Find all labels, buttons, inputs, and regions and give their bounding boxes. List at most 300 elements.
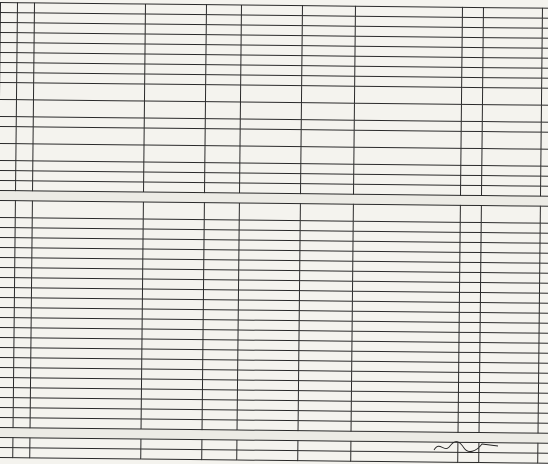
cell-unit (459, 292, 480, 302)
cell-addr (142, 319, 203, 330)
cell-mun (202, 440, 237, 450)
cell-addr (144, 162, 205, 173)
cell-amt (480, 343, 539, 354)
cell-unit (460, 222, 481, 232)
cell-rep (241, 35, 302, 46)
program-table-body (0, 3, 548, 464)
cell-sub (17, 73, 34, 83)
cell-sn (0, 327, 14, 337)
cell-ph (299, 341, 352, 352)
cell-addr (142, 329, 203, 340)
cell-ph (302, 66, 355, 77)
cell-addr (142, 359, 203, 370)
cell-rep (238, 300, 299, 311)
cell-rep (237, 380, 298, 391)
cell-mun (205, 129, 240, 146)
cell-amt (480, 373, 539, 384)
cell-addr (143, 229, 204, 240)
cell-sub (15, 218, 32, 228)
cell-amt (483, 38, 542, 49)
cell-ph (299, 371, 352, 382)
cell-unit (462, 47, 483, 57)
cell-mun (204, 203, 239, 220)
cell-sub (15, 228, 32, 238)
cell-sub (13, 388, 30, 398)
cell-mun (203, 310, 238, 320)
cell-addr (143, 249, 204, 260)
cell-unit (460, 262, 481, 272)
cell-ph (298, 401, 351, 412)
cell-rep (237, 390, 298, 401)
cell-rep (239, 203, 300, 221)
cell-ph (300, 231, 353, 242)
cell-rep (238, 360, 299, 371)
cell-addr (145, 74, 206, 85)
cell-unit (458, 382, 479, 392)
cell-sub (15, 268, 32, 278)
cell-unit (460, 242, 481, 252)
cell-sub (17, 13, 34, 23)
cell-rep (241, 75, 302, 86)
cell-sn (0, 217, 15, 227)
cell-amt (483, 8, 542, 19)
cell-rep (238, 350, 299, 361)
cell-addr (145, 44, 206, 55)
cell-mun (204, 220, 239, 230)
cell-unit (459, 362, 480, 372)
cell-sub (17, 23, 34, 33)
cell-amt (482, 122, 541, 133)
cell-sub (14, 358, 31, 368)
cell-x (542, 78, 548, 88)
cell-addr (142, 299, 203, 310)
cell-mun (202, 420, 237, 430)
cell-sn (0, 317, 14, 327)
cell-ph (302, 6, 355, 17)
cell-ph (298, 441, 351, 452)
cell-sn (0, 377, 14, 387)
cell-sub (13, 378, 30, 388)
cell-rep (238, 280, 299, 291)
cell-rep (241, 25, 302, 36)
cell-unit (461, 104, 482, 121)
cell-mun (203, 370, 238, 380)
cell-mun (205, 163, 240, 173)
cell-sub (14, 338, 31, 348)
cell-prog (354, 103, 461, 121)
cell-sn (0, 126, 16, 143)
cell-amt (480, 313, 539, 324)
cell-mun (205, 102, 240, 119)
cell-rep (238, 340, 299, 351)
cell-addr (143, 269, 204, 280)
cell-amt (483, 58, 542, 69)
cell-addr (144, 145, 205, 163)
cell-name (33, 144, 144, 162)
cell-x (540, 273, 548, 283)
cell-sn (0, 23, 17, 33)
cell-mun (204, 240, 239, 250)
cell-sn (0, 143, 16, 160)
cell-x (538, 403, 548, 413)
cell-amt (483, 68, 542, 79)
cell-amt (481, 273, 540, 284)
cell-amt (481, 223, 540, 234)
cell-amt (481, 233, 540, 244)
cell-unit (461, 121, 482, 131)
cell-amt (483, 48, 542, 59)
cell-ph (301, 184, 354, 195)
cell-amt (479, 403, 538, 414)
cell-sn (0, 227, 15, 237)
cell-addr (144, 84, 205, 102)
cell-ph (300, 271, 353, 282)
cell-addr (141, 449, 202, 460)
cell-unit (462, 57, 483, 67)
cell-addr (144, 101, 205, 119)
cell-addr (142, 339, 203, 350)
cell-ph (302, 16, 355, 27)
cell-x (542, 18, 548, 28)
cell-prog (354, 147, 461, 165)
cell-rep (239, 250, 300, 261)
cell-rep (240, 85, 301, 103)
cell-ph (298, 421, 351, 432)
cell-sub (14, 368, 31, 378)
cell-x (540, 243, 548, 253)
cell-ph (298, 451, 351, 462)
cell-mun (203, 330, 238, 340)
cell-addr (141, 409, 202, 420)
cell-sn (0, 73, 17, 83)
cell-mun (205, 173, 240, 183)
cell-unit (462, 27, 483, 37)
cell-sn (0, 287, 15, 297)
cell-amt (479, 413, 538, 424)
cell-addr (141, 389, 202, 400)
cell-name (32, 201, 143, 219)
cell-x (539, 343, 548, 353)
cell-mun (205, 119, 240, 129)
cell-sn (0, 267, 15, 277)
cell-ph (299, 301, 352, 312)
cell-sub (15, 201, 32, 218)
cell-sub (17, 63, 34, 73)
cell-sn (0, 367, 14, 377)
cell-amt (482, 149, 541, 167)
cell-x (539, 353, 548, 363)
cell-unit (459, 342, 480, 352)
cell-sn (0, 170, 16, 180)
cell-ph (302, 56, 355, 67)
cell-x (542, 28, 548, 38)
cell-amt (480, 353, 539, 364)
cell-mun (202, 450, 237, 460)
cell-unit (459, 352, 480, 362)
cell-sn (0, 447, 13, 457)
cell-amt (479, 393, 538, 404)
cell-rep (237, 400, 298, 411)
cell-unit (460, 252, 481, 262)
cell-amt (481, 253, 540, 264)
cell-sn (0, 417, 13, 427)
cell-sn (0, 200, 15, 217)
cell-amt (483, 78, 542, 89)
cell-ph (302, 46, 355, 57)
cell-x (539, 363, 548, 373)
cell-ph (300, 204, 353, 222)
cell-amt (480, 323, 539, 334)
cell-ph (301, 86, 354, 104)
cell-sn (0, 387, 13, 397)
cell-x (540, 206, 548, 223)
cell-x (539, 373, 548, 383)
cell-mun (203, 300, 238, 310)
cell-amt (479, 383, 538, 394)
cell-sub (15, 238, 32, 248)
cell-sn (0, 397, 13, 407)
cell-sn (0, 83, 17, 100)
cell-addr (145, 14, 206, 25)
cell-amt (481, 186, 540, 197)
cell-rep (240, 183, 301, 194)
cell-addr (142, 349, 203, 360)
cell-unit (459, 372, 480, 382)
cell-name (30, 448, 141, 459)
cell-amt (482, 166, 541, 177)
cell-mun (204, 270, 239, 280)
cell-x (539, 293, 548, 303)
cell-sn (0, 13, 17, 23)
cell-unit (461, 185, 482, 195)
cell-ph (302, 26, 355, 37)
cell-mun (203, 340, 238, 350)
cell-x (540, 233, 548, 243)
cell-sub (17, 3, 34, 13)
cell-sub (13, 408, 30, 418)
cell-name (33, 100, 144, 118)
cell-sub (16, 83, 33, 100)
cell-unit (461, 165, 482, 175)
cell-unit (461, 131, 482, 148)
cell-addr (145, 34, 206, 45)
cell-mun (206, 5, 241, 15)
cell-sub (16, 181, 33, 191)
cell-ph (299, 281, 352, 292)
cell-rep (238, 310, 299, 321)
cell-ph (301, 164, 354, 175)
cell-sub (13, 448, 30, 458)
program-table (0, 2, 548, 464)
cell-sub (16, 144, 33, 161)
cell-sn (0, 99, 16, 116)
cell-x (539, 323, 548, 333)
cell-sn (0, 307, 14, 317)
cell-x (541, 132, 548, 149)
cell-sub (16, 171, 33, 181)
cell-sn (0, 337, 14, 347)
cell-x (538, 423, 548, 433)
cell-x (539, 283, 548, 293)
cell-addr (142, 289, 203, 300)
cell-mun (203, 280, 238, 290)
cell-x (538, 453, 548, 463)
cell-ph (301, 120, 354, 131)
cell-unit (459, 312, 480, 322)
cell-x (541, 105, 548, 122)
cell-mun (206, 35, 241, 45)
cell-ph (299, 361, 352, 372)
cell-addr (142, 369, 203, 380)
cell-sub (14, 288, 31, 298)
cell-unit (461, 175, 482, 185)
cell-mun (206, 25, 241, 35)
cell-addr (141, 439, 202, 450)
cell-amt (480, 283, 539, 294)
cell-x (542, 68, 548, 78)
cell-ph (300, 221, 353, 232)
cell-unit (461, 148, 482, 165)
cell-prog (353, 204, 460, 222)
cell-sub (17, 33, 34, 43)
cell-addr (144, 182, 205, 193)
cell-x (541, 176, 548, 186)
cell-sub (16, 100, 33, 117)
cell-sn (0, 116, 16, 126)
cell-rep (239, 220, 300, 231)
cell-addr (141, 399, 202, 410)
cell-sub (15, 248, 32, 258)
cell-amt (482, 105, 541, 123)
cell-addr (144, 128, 205, 146)
cell-x (540, 263, 548, 273)
cell-rep (240, 146, 301, 164)
cell-mun (202, 410, 237, 420)
cell-unit (462, 77, 483, 87)
cell-x (539, 313, 548, 323)
cell-ph (300, 251, 353, 262)
cell-rep (238, 330, 299, 341)
cell-ph (300, 261, 353, 272)
cell-ph (301, 130, 354, 148)
cell-sub (14, 318, 31, 328)
cell-amt (480, 293, 539, 304)
cell-rep (240, 173, 301, 184)
cell-ph (298, 381, 351, 392)
cell-sn (0, 3, 17, 13)
cell-amt (483, 28, 542, 39)
cell-sn (0, 407, 13, 417)
cell-x (538, 383, 548, 393)
cell-x (542, 8, 548, 18)
cell-sn (0, 43, 17, 53)
cell-rep (241, 55, 302, 66)
cell-rep (241, 65, 302, 76)
cell-name (33, 83, 144, 101)
cell-x (541, 166, 548, 176)
cell-amt (482, 88, 541, 106)
cell-unit (460, 205, 481, 222)
cell-sub (14, 328, 31, 338)
cell-addr (143, 239, 204, 250)
cell-ph (298, 391, 351, 402)
cell-sn (0, 277, 15, 287)
cell-ph (299, 291, 352, 302)
cell-rep (241, 15, 302, 26)
cell-amt (480, 303, 539, 314)
cell-mun (206, 75, 241, 85)
cell-ph (301, 103, 354, 121)
cell-x (541, 149, 548, 166)
cell-sub (15, 258, 32, 268)
cell-unit (458, 392, 479, 402)
cell-mun (206, 45, 241, 55)
cell-rep (238, 370, 299, 381)
cell-rep (238, 290, 299, 301)
cell-unit (460, 272, 481, 282)
cell-sn (0, 237, 15, 247)
cell-ph (302, 36, 355, 47)
cell-sn (0, 257, 15, 267)
cell-x (542, 38, 548, 48)
cell-rep (240, 119, 301, 130)
cell-rep (239, 270, 300, 281)
cell-amt (481, 263, 540, 274)
cell-rep (237, 410, 298, 421)
signature-mark (432, 438, 502, 456)
cell-addr (144, 118, 205, 129)
cell-amt (483, 18, 542, 29)
cell-name (33, 127, 144, 145)
cell-addr (145, 4, 206, 15)
cell-sn (0, 437, 13, 447)
cell-x (539, 333, 548, 343)
cell-rep (239, 230, 300, 241)
cell-mun (203, 360, 238, 370)
cell-sub (14, 298, 31, 308)
cell-mun (203, 320, 238, 330)
cell-rep (240, 163, 301, 174)
cell-ph (299, 321, 352, 332)
cell-sub (15, 278, 32, 288)
cell-sn (0, 180, 16, 190)
cell-amt (481, 243, 540, 254)
cell-addr (141, 419, 202, 430)
cell-rep (241, 5, 302, 16)
cell-addr (145, 54, 206, 65)
cell-mun (206, 65, 241, 75)
cell-mun (205, 183, 240, 193)
cell-sub (17, 43, 34, 53)
cell-mun (205, 146, 240, 163)
cell-mun (206, 15, 241, 25)
cell-rep (240, 129, 301, 147)
cell-sn (0, 53, 17, 63)
cell-ph (301, 147, 354, 165)
cell-sub (16, 161, 33, 171)
cell-unit (459, 332, 480, 342)
cell-addr (141, 379, 202, 390)
cell-x (538, 443, 548, 453)
cell-addr (143, 202, 204, 220)
cell-unit (462, 7, 483, 17)
cell-prog (354, 130, 461, 148)
cell-amt (480, 333, 539, 344)
cell-addr (145, 24, 206, 35)
cell-rep (238, 320, 299, 331)
cell-x (538, 413, 548, 423)
cell-sn (0, 63, 17, 73)
